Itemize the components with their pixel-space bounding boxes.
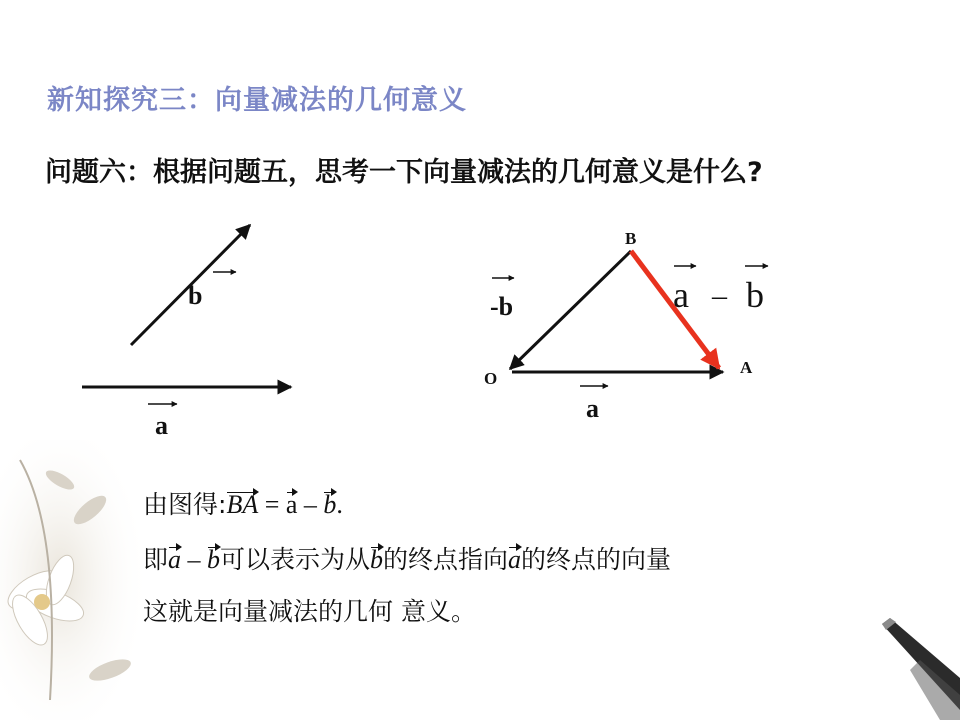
- minus-sign: –: [181, 545, 208, 574]
- explanation-line: [143, 540, 671, 576]
- point-O-label: O: [484, 369, 498, 388]
- diff-a-label: a: [673, 275, 689, 315]
- equation-line: [143, 485, 343, 521]
- point-B-label: B: [625, 229, 637, 248]
- explanation-mid-2: 的终点指向: [383, 545, 509, 574]
- section-subtitle: 新知探究三：向量减法的几何意义: [47, 85, 467, 116]
- explanation-mid-1: 可以表示为从: [220, 545, 371, 574]
- period: .: [336, 490, 343, 519]
- vector-b: b: [207, 545, 221, 574]
- vector-b: b: [370, 545, 384, 574]
- neg-b-label: -b: [490, 292, 514, 321]
- vector-a-label: a: [155, 411, 168, 440]
- diff-b-label: b: [746, 275, 764, 315]
- diff-minus-label: –: [712, 279, 727, 312]
- equation-prefix: 由图得:: [143, 490, 227, 519]
- explanation-prefix: 即: [143, 545, 169, 574]
- question-heading: 问题六：根据问题五，思考一下向量减法的几何意义是什么?: [45, 157, 763, 188]
- minus-sign: –: [297, 490, 324, 519]
- vector-b-label: b: [188, 281, 203, 310]
- OA-label: a: [586, 394, 599, 423]
- vector-a: a: [508, 545, 522, 574]
- explanation-end: 的终点的向量: [521, 545, 672, 574]
- vector-a: a: [285, 490, 298, 519]
- vector-neg-b-arrow: [510, 251, 631, 369]
- conclusion-line: 这就是向量减法的几何 意义。: [143, 597, 476, 626]
- vector-a: a: [168, 545, 182, 574]
- point-A-label: A: [740, 358, 753, 377]
- equals-sign: =: [258, 490, 286, 519]
- vector-b: b: [323, 490, 337, 519]
- vector-BA: BA: [226, 490, 259, 519]
